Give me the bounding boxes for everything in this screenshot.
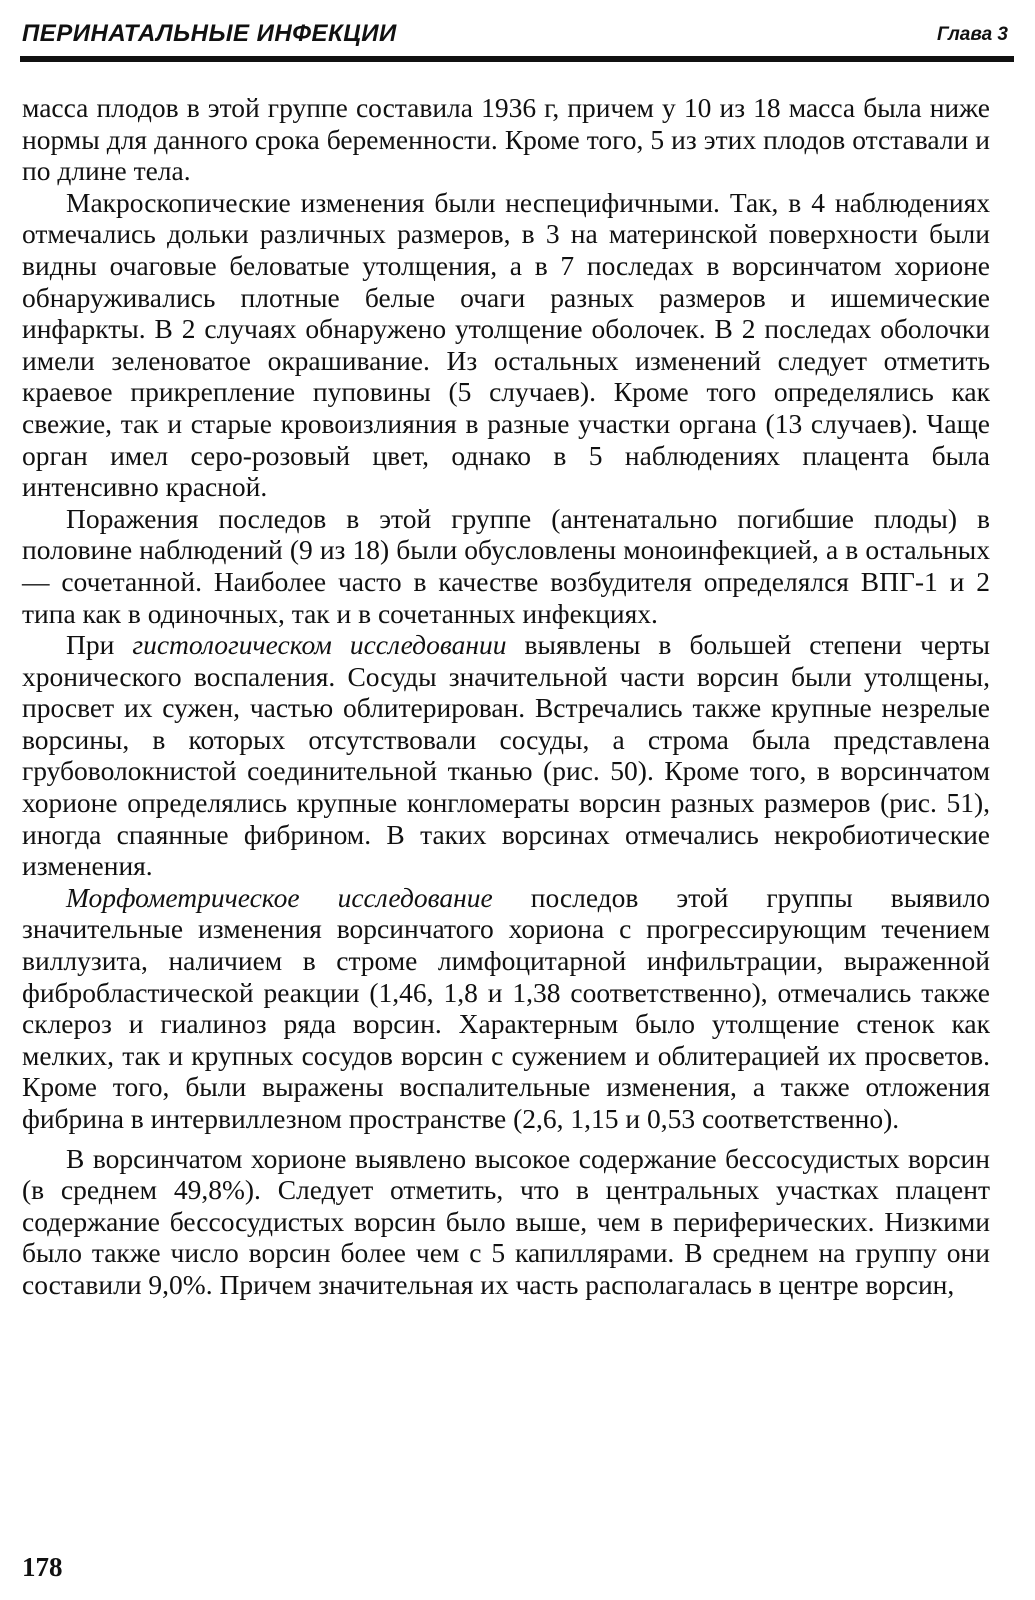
running-title: ПЕРИНАТАЛЬНЫЕ ИНФЕКЦИИ [22, 20, 397, 47]
paragraph-text: В ворсинчатом хорионе выявлено высокое содержание бессосудистых ворсин (в среднем 49,8%). Следует отметить, что в центральных участках плацент содержание бессосудистых ворсин было выше, чем в периферических. Низкими было также число ворсин более чем с 5 капиллярами. В среднем на группу они составили 9,0%. Причем значительная их часть располагалась в центре ворсин, [22, 1142, 990, 1300]
paragraph-lead: При [66, 629, 133, 661]
paragraph-text: Поражения последов в этой группе (антенатально погибшие плоды) в половине наблюдений (9 из 18) были обусловлены моноинфекцией, а в остальных — сочетанной. Наиболее часто в качестве возбудителя определялся ВПГ-1 и 2 типа как в одиночных, так и в сочетанных инфекциях. [22, 502, 990, 629]
paragraph [22, 629, 990, 882]
chapter-label: Глава 3 [937, 24, 1008, 45]
paragraph [22, 92, 990, 187]
paragraph-text: последов этой группы выявило значительные изменения ворсинчатого хориона с прогрессирующим течением виллузита, наличием в строме лимфоцитарной инфильтрации, выраженной фибробластической реакции (1,46, 1,8 и 1,38 соответственно), отмечались также склероз и гиалиноз ряда ворсин. Характерным было утолщение стенок как мелких, так и крупных сосудов ворсин с сужением и облитерацией их просветов. Кроме того, были выражены воспалительные изменения, а также отложения фибрина в интервиллезном пространстве (2,6, 1,15 и 0,53 соответственно). [22, 881, 990, 1134]
paragraph-text: масса плодов в этой группе составила 1936 г, причем у 10 из 18 масса была ниже нормы для данного срока беременности. Кроме того, 5 из этих плодов отставали и по длине тела. [22, 92, 990, 187]
paragraph [22, 187, 990, 503]
header-rule [20, 56, 1014, 62]
paragraph-text: выявлены в большей степени черты хронического воспаления. Сосуды значительной части ворсин были утолщены, просвет их сужен, частью облитерирован. Встречались также крупные незрелые ворсины, в которых отсутствовали сосуды, а строма была представлена грубоволокнистой соединительной тканью (рис. 50). Кроме того, в ворсинчатом хорионе определялись крупные конгломераты ворсин разных размеров (рис. 51), иногда спаянные фибрином. В таких ворсинах отмечались некробиотические изменения. [22, 629, 990, 882]
body-text [22, 92, 990, 1301]
running-header [22, 18, 1014, 50]
italic-term: гистологическом исследовании [132, 629, 507, 661]
paragraph [22, 1143, 990, 1301]
paragraph-text: Макроскопические изменения были неспецифичными. Так, в 4 наблюдениях отмечались дольки различных размеров, в 3 на материнской поверхности были видны очаговые беловатые утолщения, а в 7 последах в ворсинчатом хорионе обнаруживались плотные белые очаги разных размеров и ишемические инфаркты. В 2 случаях обнаружено утолщение оболочек. В 2 последах оболочки имели зеленоватое окрашивание. Из остальных изменений следует отметить краевое прикрепление пуповины (5 случаев). Кроме того определялись как свежие, так и старые кровоизлияния в разные участки органа (13 случаев). Чаще орган имел серо-розовый цвет, однако в 5 наблюдениях плацента была интенсивно красной. [22, 186, 990, 503]
paragraph [22, 882, 990, 1135]
page-number: 178 [22, 1552, 63, 1582]
paragraph [22, 503, 990, 629]
italic-term: Морфометрическое исследование [66, 881, 493, 913]
